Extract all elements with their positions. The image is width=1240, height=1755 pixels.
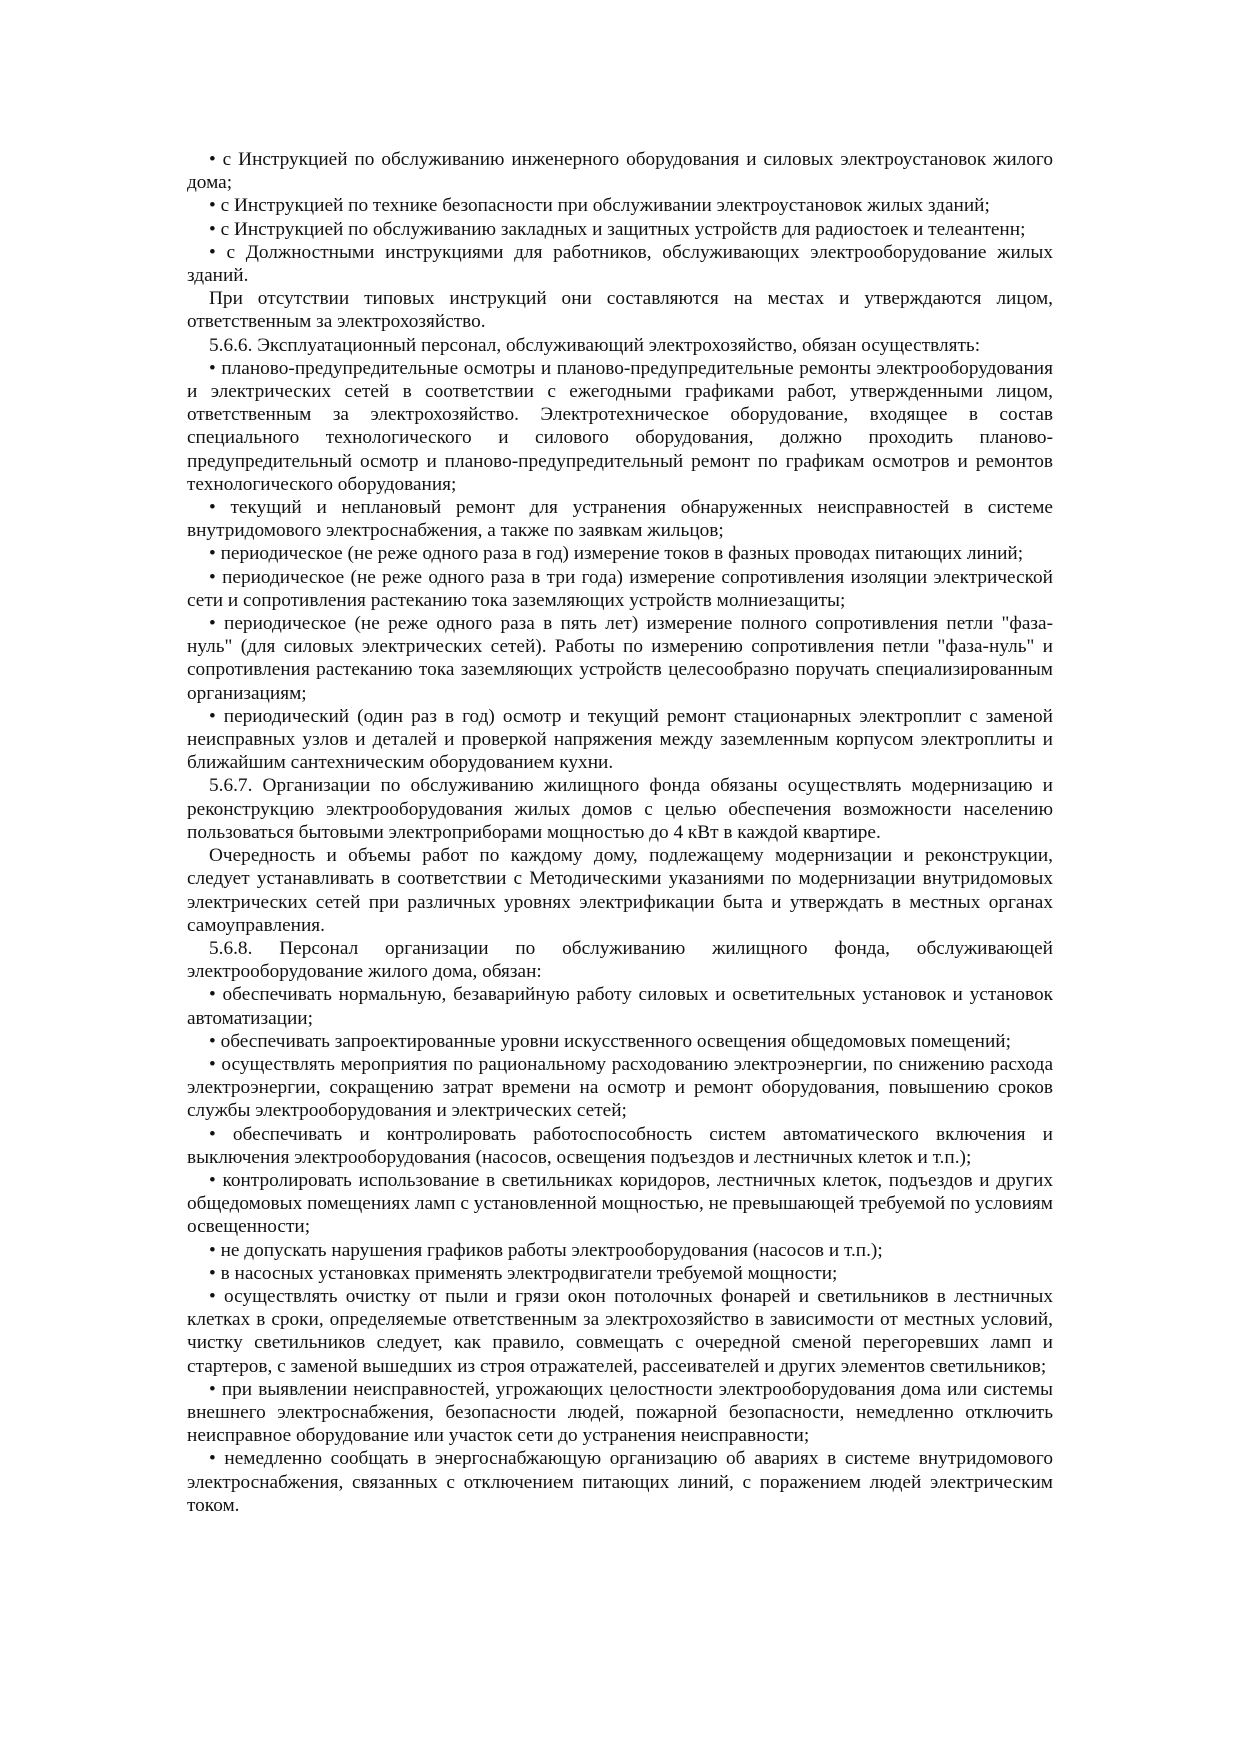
- paragraph-1: • с Инструкцией по обслуживанию инженерного оборудования и силовых электроустановок жилого дома;: [187, 149, 1053, 194]
- paragraph-22: • в насосных установках применять электродвигатели требуемой мощности;: [209, 1262, 838, 1284]
- paragraph-23: • осуществлять очистку от пыли и грязи окон потолочных фонарей и светильников в лестничных клетках в сроки, определяемые ответственным за электрохозяйство в зависимости от местных условий, чистку светильников следует, как правило, совмещать с очередной сменой перегоревших ламп и стартеров, с заменой вышедших из строя отражателей, рассеивателей и других элементов светильников;: [187, 1285, 1053, 1377]
- paragraph-18: • осуществлять мероприятия по рациональному расходованию электроэнергии, по снижению расхода электроэнергии, сокращению затрат времени на осмотр и ремонт оборудования, повышению сроков службы электрооборудования и электрических сетей;: [187, 1053, 1053, 1122]
- paragraph-25: • немедленно сообщать в энергоснабжающую организацию об авариях в системе внутридомового электроснабжения, связанных с отключением питающих линий, с поражением людей электрическим током.: [187, 1448, 1053, 1516]
- paragraph-10: • периодическое (не реже одного раза в три года) измерение сопротивления изоляции электрической сети и сопротивления растеканию тока заземляющих устройств молниезащиты;: [187, 566, 1053, 611]
- paragraph-7: • планово-предупредительные осмотры и планово-предупредительные ремонты электрооборудования и электрических сетей в соответствии с ежегодными графиками работ, утвержденными лицом, ответственным за электрохозяйство. Электротехническое оборудование, входящее в состав специального технологического и силового оборудования, должно проходить планово-предупредительный осмотр и планово-предупредительный ремонт по графикам осмотров и ремонтов технологического оборудования;: [187, 357, 1053, 495]
- paragraph-5: При отсутствии типовых инструкций они составляются на местах и утверждаются лицом, ответственным за электрохозяйство.: [187, 288, 1053, 333]
- document-page: [187, 148, 1053, 1517]
- paragraph-11: • периодическое (не реже одного раза в пять лет) измерение полного сопротивления петли "фаза-нуль" (для силовых электрических сетей). Работы по измерению сопротивления петли "фаза-нуль" и сопротивления растеканию тока заземляющих устройств целесообразно поручать специализированным организациям;: [187, 613, 1053, 704]
- paragraph-19: • обеспечивать и контролировать работоспособность систем автоматического включения и выключения электрооборудования (насосов, освещения подъездов и лестничных клеток и т.п.);: [187, 1123, 1053, 1168]
- paragraph-6: 5.6.6. Эксплуатационный персонал, обслуживающий электрохозяйство, обязан осуществлять:: [209, 334, 981, 356]
- paragraph-8: • текущий и неплановый ремонт для устранения обнаруженных неисправностей в системе внутридомового электроснабжения, а также по заявкам жильцов;: [187, 497, 1053, 542]
- paragraph-17: • обеспечивать запроектированные уровни искусственного освещения общедомовых помещений;: [209, 1030, 1011, 1052]
- paragraph-15: 5.6.8. Персонал организации по обслуживанию жилищного фонда, обслуживающей электрооборудование жилого дома, обязан:: [187, 937, 1053, 983]
- paragraph-21: • не допускать нарушения графиков работы электрооборудования (насосов и т.п.);: [209, 1239, 883, 1261]
- paragraph-4: • с Должностными инструкциями для работников, обслуживающих электрооборудование жилых зданий.: [187, 241, 1053, 287]
- paragraph-3: • с Инструкцией по обслуживанию закладных и защитных устройств для радиостоек и телеантенн;: [209, 218, 1026, 240]
- paragraph-24: • при выявлении неисправностей, угрожающих целостности электрооборудования дома или системы внешнего электроснабжения, безопасности людей, пожарной безопасности, немедленно отключить неисправное оборудование или участок сети до устранения неисправности;: [187, 1378, 1053, 1447]
- paragraph-14: Очередность и объемы работ по каждому дому, подлежащему модернизации и реконструкции, следует устанавливать в соответствии с Методическими указаниями по модернизации внутридомовых электрических сетей при различных уровнях электрификации быта и утверждать в местных органах самоуправления.: [187, 845, 1053, 936]
- paragraph-2: • с Инструкцией по технике безопасности при обслуживании электроустановок жилых зданий;: [209, 195, 990, 217]
- paragraph-16: • обеспечивать нормальную, безаварийную работу силовых и осветительных установок и установок автоматизации;: [187, 984, 1053, 1029]
- paragraph-12: • периодический (один раз в год) осмотр и текущий ремонт стационарных электроплит с заменой неисправных узлов и деталей и проверкой напряжения между заземленным корпусом электроплиты и ближайшим сантехническим оборудованием кухни.: [187, 705, 1053, 774]
- paragraph-13: 5.6.7. Организации по обслуживанию жилищного фонда обязаны осуществлять модернизацию и реконструкцию электрооборудования жилых домов с целью обеспечения возможности населению пользоваться бытовыми электроприборами мощностью до 4 кВт в каждой квартире.: [187, 775, 1053, 843]
- paragraph-9: • периодическое (не реже одного раза в год) измерение токов в фазных проводах питающих линий;: [209, 543, 1024, 565]
- paragraph-20: • контролировать использование в светильниках коридоров, лестничных клеток, подъездов и других общедомовых помещениях ламп с установленной мощностью, не превышающей требуемой по условиям освещенности;: [187, 1169, 1053, 1238]
